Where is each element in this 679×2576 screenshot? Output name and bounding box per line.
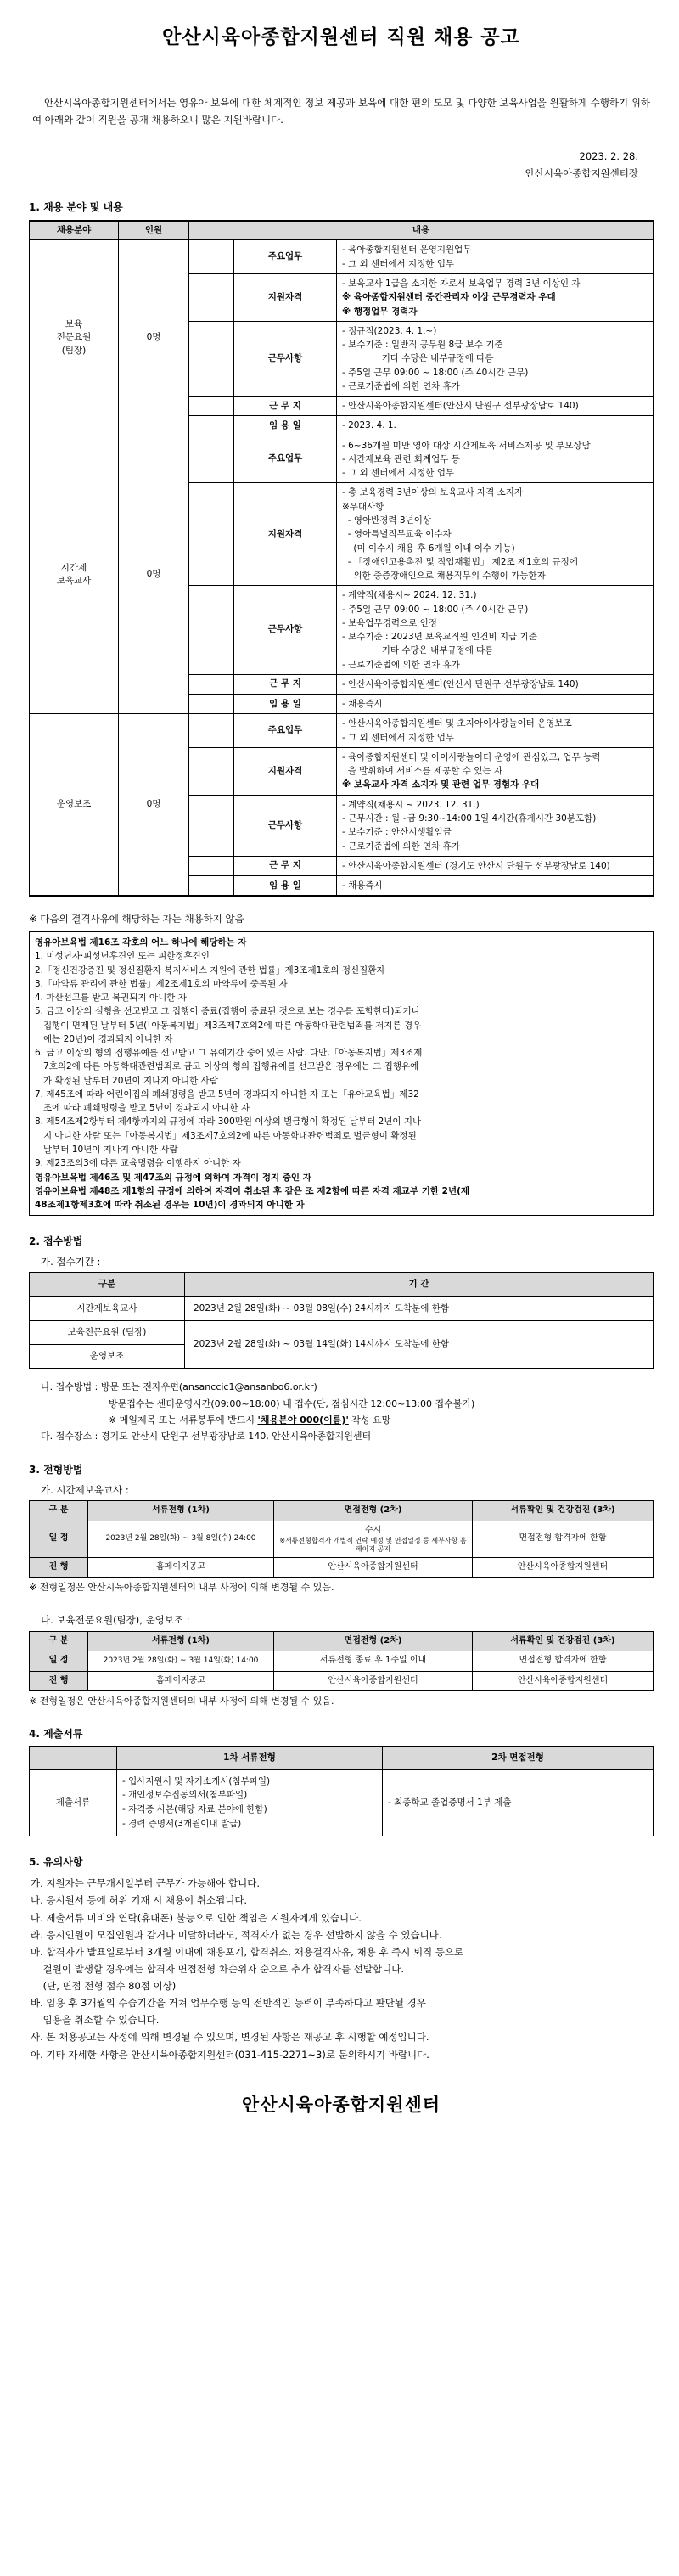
item-line: - 주5일 근무 09:00 ~ 18:00 (주 40시간 근무) [342, 367, 529, 378]
item-line: - 계약직(채용시 ~ 2023. 12. 31.) [342, 799, 480, 810]
period-label: 시간제보육교사 [30, 1296, 185, 1320]
period-table [29, 1272, 654, 1369]
caution-item: 임용을 취소할 수 있습니다. [31, 2014, 160, 2027]
caution-item: 결원이 발생할 경우에는 합격자 면접전형 차순위자 순으로 추가 합격자를 선발합니다. [31, 1962, 404, 1975]
caution-item: 다. 제출서류 미비와 연락(휴대폰) 불능으로 인한 책임은 지원자에게 있습니다. [31, 1911, 362, 1924]
item-line: - 근로기준법에 의한 연차 휴가 [342, 380, 460, 391]
proc-cell: 2023년 2월 28일(화) ~ 3월 14일(화) 14:00 [88, 1651, 274, 1672]
spacer-cell [189, 436, 234, 483]
proc-cell: 면접전형 합격자에 한함 [473, 1651, 654, 1672]
intro-text: 안산시육아종합지원센터에서는 영유아 보육에 대한 체계적인 정보 제공과 보육에 대한 편의 도모 및 다양한 보육사업을 원활하게 수행하기 위하여 아래와 같이 직원을 공개 채용하오니 많은 지원바랍니다. [32, 97, 650, 127]
item-line: - 보육교사 1급을 소지한 자로서 보육업무 경력 3년 이상인 자 [342, 278, 581, 289]
proc-cell: 안산시육아종합지원센터 [274, 1557, 473, 1578]
period-label: 운영보조 [30, 1345, 185, 1369]
spacer-cell [189, 416, 234, 436]
position-count: 0명 [119, 240, 189, 436]
disqualify-line: 가 확정된 날부터 20년이 지나지 아니한 사람 [35, 1075, 218, 1086]
item-label: 임 용 일 [234, 416, 337, 436]
item-line: - 시간제보육 관련 회계업무 등 [342, 453, 460, 464]
position-count: 0명 [119, 436, 189, 714]
spacer-cell [189, 795, 234, 856]
spacer-cell [189, 695, 234, 714]
spacer-cell [189, 876, 234, 897]
header-category: 채용분야 [30, 221, 119, 240]
date-block [29, 148, 638, 182]
item-line: - 근로기준법에 의한 연차 휴가 [342, 841, 460, 852]
item-value [337, 436, 654, 483]
item-line: 을 발휘하여 서비스를 제공할 수 있는 자 [342, 766, 503, 777]
caution-item: (단, 면접 전형 점수 80점 이상) [31, 1980, 177, 1992]
item-value [337, 397, 654, 416]
item-label: 주요업무 [234, 240, 337, 274]
method-block [41, 1379, 654, 1444]
proc-cell: 안산시육아종합지원센터 [473, 1671, 654, 1691]
item-line: - 그 외 센터에서 지정한 업무 [342, 258, 455, 269]
table-row [30, 1769, 654, 1836]
table-row [30, 1671, 654, 1691]
item-line: - 안산시육아종합지원센터 및 초지아이사랑놀이터 운영보조 [342, 718, 572, 729]
proc-cell: 서류전형 종료 후 1주일 이내 [274, 1651, 473, 1672]
proc-b-note: ※ 전형일정은 안산시육아종합지원센터의 내부 사정에 의해 변경될 수 있음. [29, 1696, 334, 1707]
item-line: - 육아종합지원센터 및 아이사랑놀이터 운영에 관심있고, 업무 능력 [342, 751, 601, 762]
item-value [337, 416, 654, 436]
item-line: 기타 수당은 내부규정에 따름 [342, 353, 494, 364]
item-line: - 보수기준 : 2023년 보육교직원 인건비 지급 기준 [342, 632, 537, 643]
item-label: 근 무 지 [234, 674, 337, 694]
position-count: 0명 [119, 714, 189, 896]
documents-table [29, 1746, 654, 1836]
item-value [337, 273, 654, 321]
docs-header-first: 1차 서류전형 [117, 1747, 383, 1769]
table-row [30, 1651, 654, 1672]
header-content: 내용 [189, 221, 654, 240]
proc-cell: 2023년 2월 28일(화) ~ 3월 8일(수) 24:00 [88, 1521, 274, 1557]
method-line [41, 1412, 654, 1428]
docs-header-second: 2차 면접전형 [383, 1747, 654, 1769]
method-place: 다. 접수장소 : 경기도 안산시 단원구 선부광장남로 140, 안산시육아종합지원센터 [41, 1431, 372, 1443]
docs-second: - 최종학교 졸업증명서 1부 제출 [383, 1769, 654, 1836]
item-line: - 그 외 센터에서 지정한 업무 [342, 732, 455, 743]
item-value [337, 586, 654, 675]
item-label: 근 무 지 [234, 856, 337, 875]
item-line: - 2023. 4. 1. [342, 420, 396, 431]
disqualify-line: 5. 금고 이상의 실형을 선고받고 그 집행이 종료(집행이 종료된 것으로 보는 경우를 포함한다)되거나 [35, 1006, 420, 1017]
disqualify-line: 9. 제23조의3에 따른 교육명령을 이행하지 아니한 자 [35, 1158, 241, 1169]
item-label: 근무사항 [234, 586, 337, 675]
proc-a-title: 가. 시간제보육교사 : [41, 1483, 129, 1496]
caution-item: 가. 지원자는 근무개시일부터 근무가 가능해야 합니다. [31, 1877, 260, 1890]
proc-header: 서류전형 (1차) [88, 1501, 274, 1521]
cautions-list [31, 1875, 654, 2062]
proc-cell-note: ※서류전형합격자 개별적 연락 예정 및 면접일정 등 세부사항 홈페이지 공지 [279, 1537, 467, 1553]
spacer-cell [189, 586, 234, 675]
item-value [337, 674, 654, 694]
disqualify-line: 6. 금고 이상의 형의 집행유예를 선고받고 그 유예기간 중에 있는 사람. 다만,「아동복지법」제3조제 [35, 1048, 423, 1059]
caution-item: 아. 기타 자세한 사항은 안산시육아종합지원센터(031-415-2271~3)로 문의하시기 바랍니다. [31, 2048, 429, 2061]
section1-title: 1. 채용 분야 및 내용 [29, 200, 123, 213]
item-value [337, 795, 654, 856]
period-header-range: 기 간 [185, 1273, 654, 1296]
item-label: 임 용 일 [234, 695, 337, 714]
notice-org: 안산시육아종합지원센터장 [525, 166, 638, 179]
item-label: 지원자격 [234, 483, 337, 586]
item-line: - 보육업무경력으로 인정 [342, 617, 437, 628]
period-value: 2023년 2월 28일(화) ~ 03월 08일(수) 24시까지 도착분에 한함 [185, 1296, 654, 1320]
item-line: - 정규직(2023. 4. 1.~) [342, 325, 437, 336]
proc-header: 서류전형 (1차) [88, 1631, 274, 1651]
spacer-cell [189, 321, 234, 396]
item-line: - 보수기준 : 일반직 공무원 8급 보수 기준 [342, 340, 503, 351]
positions-table [29, 220, 654, 897]
docs-first-list [117, 1769, 383, 1836]
table-row [30, 1320, 654, 1344]
method-text: 작성 요망 [348, 1414, 391, 1426]
table-row [30, 714, 654, 748]
spacer-cell [189, 856, 234, 875]
item-label: 주요업무 [234, 436, 337, 483]
item-label: 근 무 지 [234, 397, 337, 416]
caution-item: 마. 합격자가 발표일로부터 3개월 이내에 채용포기, 합격취소, 채용결격사유, 채용 후 즉시 퇴직 등으로 [31, 1945, 464, 1958]
spacer-cell [189, 714, 234, 748]
spacer-cell [189, 240, 234, 274]
method-emphasis: '채용분야 000(이름)' [257, 1414, 349, 1426]
position-category: 운영보조 [30, 714, 119, 896]
disqualify-line: 영유아보육법 제46조 및 제47조의 규정에 의하여 자격이 정지 중인 자 [35, 1172, 311, 1183]
item-line: - 주5일 근무 09:00 ~ 18:00 (주 40시간 근무) [342, 604, 529, 615]
item-value [337, 695, 654, 714]
item-value [337, 714, 654, 748]
proc-header: 구 분 [30, 1501, 88, 1521]
item-line: - 계약직(채용시~ 2024. 12. 31.) [342, 590, 477, 601]
section2-title: 2. 접수방법 [29, 1235, 83, 1248]
method-line: 방문접수는 센터운영시간(09:00~18:00) 내 접수(단, 점심시간 12:00~13:00 접수불가) [109, 1398, 475, 1409]
proc-a-note: ※ 전형일정은 안산시육아종합지원센터의 내부 사정에 의해 변경될 수 있음. [29, 1582, 334, 1594]
item-line: 기타 수당은 내부규정에 따름 [342, 645, 494, 656]
section4-title: 4. 제출서류 [29, 1728, 83, 1741]
item-line: - 6~36개월 미만 영아 대상 시간제보육 서비스제공 및 부모상담 [342, 440, 591, 451]
docs-item: - 입사지원서 및 자기소개서(첨부파일) [122, 1775, 271, 1786]
header-count: 인원 [119, 221, 189, 240]
proc-cell: 안산시육아종합지원센터 [473, 1557, 654, 1578]
table-row [30, 1296, 654, 1320]
item-line: ※ 육아종합지원센터 중간관리자 이상 근무경력자 우대 [342, 292, 556, 303]
disqualify-line: 4. 파산선고를 받고 복권되지 아니한 자 [35, 993, 187, 1004]
disqualify-line: 지 아니한 사람 또는「아동복지법」제3조제7호의2에 따른 아동학대관련범죄로 벌금형이 확정된 [35, 1130, 417, 1141]
item-label: 지원자격 [234, 273, 337, 321]
spacer-cell [189, 397, 234, 416]
proc-header: 구 분 [30, 1631, 88, 1651]
notice-date: 2023. 2. 28. [579, 149, 638, 162]
item-value [337, 856, 654, 875]
proc-row-label: 진 행 [30, 1557, 88, 1578]
disqualify-line: 조에 따라 폐쇄명령을 받고 5년이 경과되지 아니한 자 [35, 1103, 250, 1114]
proc-row-label: 일 정 [30, 1651, 88, 1672]
proc-table-a [29, 1500, 654, 1578]
caution-item: 바. 임용 후 3개월의 수습기간을 거쳐 업무수행 등의 전반적인 능력이 부족하다고 판단될 경우 [31, 1997, 426, 2010]
item-value [337, 876, 654, 897]
proc-row-label: 일 정 [30, 1521, 88, 1557]
proc-header: 서류확인 및 건강검진 (3차) [473, 1501, 654, 1521]
docs-header-blank [30, 1747, 117, 1769]
table-row [30, 1557, 654, 1578]
disqualify-line: 집행이 면제된 날부터 5년(「아동복지법」제3조제7호의2에 따른 아동학대관련범죄를 저지른 경우 [35, 1020, 422, 1031]
method-text: ※ 메일제목 또는 서류봉투에 반드시 [109, 1414, 258, 1426]
disqualify-line: 3.「마약류 관리에 관한 법률」제2조제1호의 마약류에 중독된 자 [35, 978, 288, 989]
proc-cell [274, 1521, 473, 1557]
item-line: 의한 중증장애인으로 채용직무의 수행이 가능한자 [342, 571, 546, 582]
method-line: 나. 접수방법 : 방문 또는 전자우편(ansanccic1@ansanbo6.or.kr) [41, 1381, 317, 1393]
period-value: 2023년 2월 28일(화) ~ 03월 14일(화) 14시까지 도착분에 한함 [185, 1320, 654, 1368]
spacer-cell [189, 483, 234, 586]
item-value [337, 321, 654, 396]
disqualify-line: 영유아보육법 제16조 각호의 어느 하나에 해당하는 자 [35, 937, 247, 948]
item-value [337, 483, 654, 586]
proc-cell-top: 수시 [364, 1525, 382, 1535]
disqualify-line: 에는 20년)이 경과되지 아니한 자 [35, 1033, 173, 1044]
proc-header: 면접전형 (2차) [274, 1631, 473, 1651]
docs-item: - 개인정보수집동의서(첨부파일) [122, 1790, 248, 1801]
item-value [337, 240, 654, 274]
item-line: - 보수기준 : 안산시생활임금 [342, 827, 452, 838]
caution-item: 나. 응시원서 등에 허위 기재 시 채용이 취소됩니다. [31, 1894, 248, 1907]
item-line: - 채용즉시 [342, 699, 383, 710]
disqualify-line: 48조제1항제3호에 따라 취소된 경우는 10년)이 경과되지 아니한 자 [35, 1200, 305, 1211]
proc-cell: 안산시육아종합지원센터 [274, 1671, 473, 1691]
item-line: - 안산시육아종합지원센터 (경기도 안산시 단원구 선부광장남로 140) [342, 860, 610, 871]
page-title: 안산시육아종합지원센터 직원 채용 공고 [162, 26, 520, 48]
docs-item: - 경력 증명서(3개월이내 발급) [122, 1819, 242, 1830]
section5-title: 5. 유의사항 [29, 1855, 83, 1868]
item-value [337, 747, 654, 795]
item-label: 근무사항 [234, 795, 337, 856]
item-label: 임 용 일 [234, 876, 337, 897]
period-label: 보육전문요원 (팀장) [30, 1320, 185, 1344]
table-row [30, 436, 654, 483]
item-label: 근무사항 [234, 321, 337, 396]
disqualify-line: 날부터 10년이 지나지 아니한 사람 [35, 1145, 178, 1155]
period-title: 가. 접수기간 : [41, 1255, 101, 1268]
item-line: - 그 외 센터에서 지정한 업무 [342, 468, 455, 479]
table-row [30, 1521, 654, 1557]
caution-item: 사. 본 채용공고는 사정에 의해 변경될 수 있으며, 변경된 사항은 재공고 후 시행할 예정입니다. [31, 2031, 429, 2044]
section3-title: 3. 전형방법 [29, 1464, 83, 1476]
item-line: - 육아종합지원센터 운영지원업무 [342, 245, 472, 256]
item-line: - 「장애인고용촉진 및 직업재활법」 제2조 제1호의 규정에 [342, 556, 578, 567]
item-line: - 안산시육아종합지원센터(안산시 단원구 선부광장남로 140) [342, 678, 579, 689]
item-line: ※ 보육교사 자격 소지자 및 관련 업무 경험자 우대 [342, 779, 540, 790]
proc-cell: 홈페이지공고 [88, 1557, 274, 1578]
proc-b-title: 나. 보육전문요원(팀장), 운영보조 : [41, 1613, 190, 1626]
proc-table-b [29, 1631, 654, 1692]
disqualify-line: 8. 제54조제2항부터 제4항까지의 규정에 따라 300만원 이상의 벌금형이 확정된 날부터 2년이 지나 [35, 1116, 422, 1128]
proc-cell: 홈페이지공고 [88, 1671, 274, 1691]
item-line: - 영아특별직무교육 이수자 [342, 529, 452, 540]
spacer-cell [189, 273, 234, 321]
disqualify-line: 1. 미성년자·피성년후견인 또는 피한정후견인 [35, 951, 210, 962]
disqualify-notice: ※ 다음의 결격사유에 해당하는 자는 채용하지 않음 [29, 913, 244, 925]
proc-header: 면접전형 (2차) [274, 1501, 473, 1521]
item-line: - 안산시육아종합지원센터(안산시 단원구 선부광장남로 140) [342, 401, 579, 412]
disqualify-box [29, 931, 654, 1216]
disqualify-line: 7. 제45조에 따라 어린이집의 폐쇄명령을 받고 5년이 경과되지 아니한 자 또는「유아교육법」제32 [35, 1088, 419, 1100]
item-label: 지원자격 [234, 747, 337, 795]
item-label: 주요업무 [234, 714, 337, 748]
disqualify-line: 7호의2에 따른 아동학대관련범죄로 금고 이상의 형의 집행유예를 선고받은 경우에는 그 집행유예 [35, 1061, 419, 1072]
disqualify-line: 영유아보육법 제48조 제1항의 규정에 의하여 자격이 취소된 후 같은 조 제2항에 따른 자격 재교부 기한 2년(제 [35, 1185, 470, 1196]
item-line: - 영아반경력 3년이상 [342, 515, 431, 526]
item-line: - 총 보육경력 3년이상의 보육교사 자격 소지자 [342, 487, 524, 498]
item-line: - 근무시간 : 월~금 9:30~14:00 1일 4시간(휴게시간 30분포함) [342, 813, 597, 824]
item-line: ※ 행정업무 경력자 [342, 306, 418, 317]
item-line: ※우대사항 [342, 501, 384, 512]
spacer-cell [189, 747, 234, 795]
footer-org: 안산시육아종합지원센터 [241, 2094, 441, 2115]
docs-item: - 자격증 사본(해당 자료 분야에 한함) [122, 1804, 267, 1815]
position-category: 시간제 보육교사 [30, 436, 119, 714]
caution-item: 라. 응시인원이 모집인원과 같거나 미달하더라도, 적격자가 없는 경우 선발하지 않을 수 있습니다. [31, 1928, 442, 1941]
disqualify-line: 2.「정신건강증진 및 정신질환자 복지서비스 지원에 관한 법률」제3조제1호의 정신질환자 [35, 965, 385, 976]
proc-header: 서류확인 및 건강검진 (3차) [473, 1631, 654, 1651]
period-header-type: 구분 [30, 1273, 185, 1296]
docs-row-label: 제출서류 [30, 1769, 117, 1836]
item-line: - 근로기준법에 의한 연차 휴가 [342, 659, 460, 670]
position-category: 보육 전문요원 (팀장) [30, 240, 119, 436]
spacer-cell [189, 674, 234, 694]
proc-cell: 면접전형 합격자에 한함 [473, 1521, 654, 1557]
proc-row-label: 진 행 [30, 1671, 88, 1691]
item-line: - 채용즉시 [342, 880, 383, 891]
item-line: (미 이수시 채용 후 6개월 이내 이수 가능) [342, 543, 515, 554]
table-row [30, 240, 654, 274]
